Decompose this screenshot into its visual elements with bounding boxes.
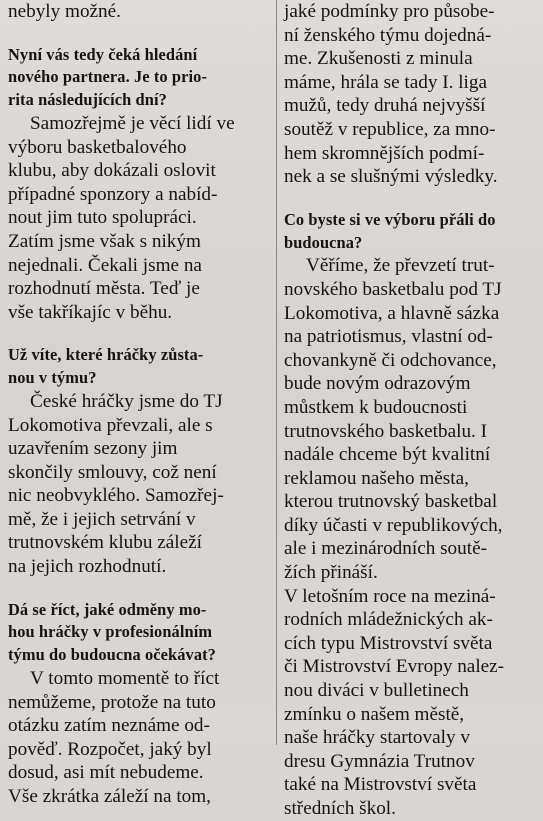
text-line: Věříme, že převzetí trut-	[306, 255, 495, 277]
text-line: Vše zkrátka záleží na tom,	[8, 786, 211, 808]
text-line: soutěž v republice, za mno-	[284, 118, 496, 140]
text-line: ní ženského týmu dojedná-	[284, 24, 492, 46]
text-line: Zatím jsme však s nikým	[8, 230, 201, 252]
text-line: nou diváci v bulletinech	[284, 680, 469, 702]
question-new-partner	[8, 44, 270, 112]
text-line: výboru basketbalového	[8, 136, 187, 158]
paragraph-continuation	[8, 0, 270, 24]
text-line: zmínku o našem městě,	[284, 703, 465, 725]
text-line: trutnovském klubu záleží	[8, 532, 202, 554]
text-line: cích typu Mistrovství světa	[284, 632, 493, 654]
question-line: týmu do budoucna očekávat?	[8, 645, 216, 665]
text-line: hem skromnějších podmí-	[284, 142, 485, 164]
paragraph-continuation	[284, 0, 540, 189]
text-line: Lokomotiva, a hlavně sázka	[284, 302, 500, 324]
text-line: díky účasti v republikových,	[284, 514, 503, 536]
answer-wishes-continued	[284, 585, 540, 821]
text-line: středních škol.	[284, 798, 396, 819]
question-wishes	[284, 209, 540, 255]
text-line: na jejich rozhodnutí.	[8, 556, 167, 578]
text-line: kterou trutnovský basketbal	[284, 491, 498, 513]
text-line: dresu Gymnázia Trutnov	[284, 750, 475, 772]
text-line: jaké podmínky pro působe-	[284, 1, 495, 22]
text-line: mužů, tedy druhá nejvyšší	[284, 95, 486, 117]
text-line: máme, hrála se tady I. liga	[284, 71, 487, 93]
text-line: reklamou našeho města,	[284, 467, 469, 489]
text-line: mě, že i jejich setrvání v	[8, 508, 196, 530]
text-line: Samozřejmě je věcí lidí ve	[30, 112, 235, 134]
text-line: nout jim tuto spolupráci.	[8, 207, 197, 229]
answer-rewards	[8, 667, 270, 809]
text-line: bude novým odrazovým	[284, 373, 471, 395]
question-line: Dá se říct, jaké odměny mo-	[8, 599, 207, 619]
text-line: V tomto momentě to říct	[30, 668, 220, 690]
text-line: Lokomotiva převzali, ale s	[8, 414, 213, 436]
column-divider	[276, 0, 277, 745]
answer-players-staying	[8, 390, 270, 579]
text-line: nek a se slušnými výsledky.	[284, 166, 498, 188]
text-line: případné sponzory a nabíd-	[8, 183, 218, 205]
text-line: nemůžeme, protože na tuto	[8, 691, 216, 713]
question-line: Co byste si ve výboru přáli do	[284, 209, 496, 229]
question-line: hou hráčky v profesionálním	[8, 622, 213, 642]
text-line: rozhodnutí města. Teď je	[8, 278, 200, 300]
text-line: skončily smlouvy, což není	[8, 461, 217, 483]
text-line: ale i mezinárodních soutě-	[284, 538, 487, 560]
text-line: V letošním roce na meziná-	[284, 585, 496, 607]
text-line: nebyly možné.	[8, 1, 121, 22]
text-line: České hráčky jsme do TJ	[30, 390, 223, 412]
text-line: také na Mistrovství světa	[284, 774, 477, 796]
question-line: budoucna?	[284, 232, 363, 252]
text-line: nic neobvyklého. Samozřej-	[8, 485, 224, 507]
text-line: můstkem k budoucnosti	[284, 396, 468, 418]
text-line: me. Zkušenosti z minula	[284, 48, 473, 70]
text-line: naše hráčky startovaly v	[284, 727, 470, 749]
text-line: uzavřením sezony jim	[8, 438, 178, 460]
text-line: novského basketbalu pod TJ	[284, 278, 502, 300]
text-line: chovankyně či odchovance,	[284, 349, 497, 371]
question-line: rita následujících dní?	[8, 90, 167, 110]
text-line: na patriotismus, vlastní od-	[284, 326, 493, 348]
question-line: nového partnera. Je to prio-	[8, 67, 208, 87]
question-players-staying	[8, 344, 270, 390]
right-column	[284, 0, 540, 821]
text-line: otázku zatím neznáme od-	[8, 715, 210, 737]
text-line: klubu, aby dokázali oslovit	[8, 160, 216, 182]
left-column	[8, 0, 270, 809]
question-line: Už víte, které hráčky zůsta-	[8, 345, 204, 365]
question-line: nou v týmu?	[8, 368, 97, 388]
text-line: či Mistrovství Evropy nalez-	[284, 656, 505, 678]
text-line: trutnovského basketbalu. I	[284, 420, 488, 442]
question-rewards	[8, 599, 270, 667]
text-line: nadále chceme být kvalitní	[284, 444, 491, 466]
text-line: pověď. Rozpočet, jaký byl	[8, 738, 212, 760]
text-line: vše takříkajíc v běhu.	[8, 301, 173, 323]
answer-new-partner	[8, 112, 270, 324]
text-line: žích přináší.	[284, 562, 378, 584]
question-line: Nyní vás tedy čeká hledání	[8, 44, 198, 64]
text-line: rodních mládežnických ak-	[284, 609, 493, 631]
answer-wishes	[284, 254, 540, 584]
text-line: nejednali. Čekali jsme na	[8, 254, 202, 276]
text-line: dosud, asi mít nebudeme.	[8, 762, 204, 784]
